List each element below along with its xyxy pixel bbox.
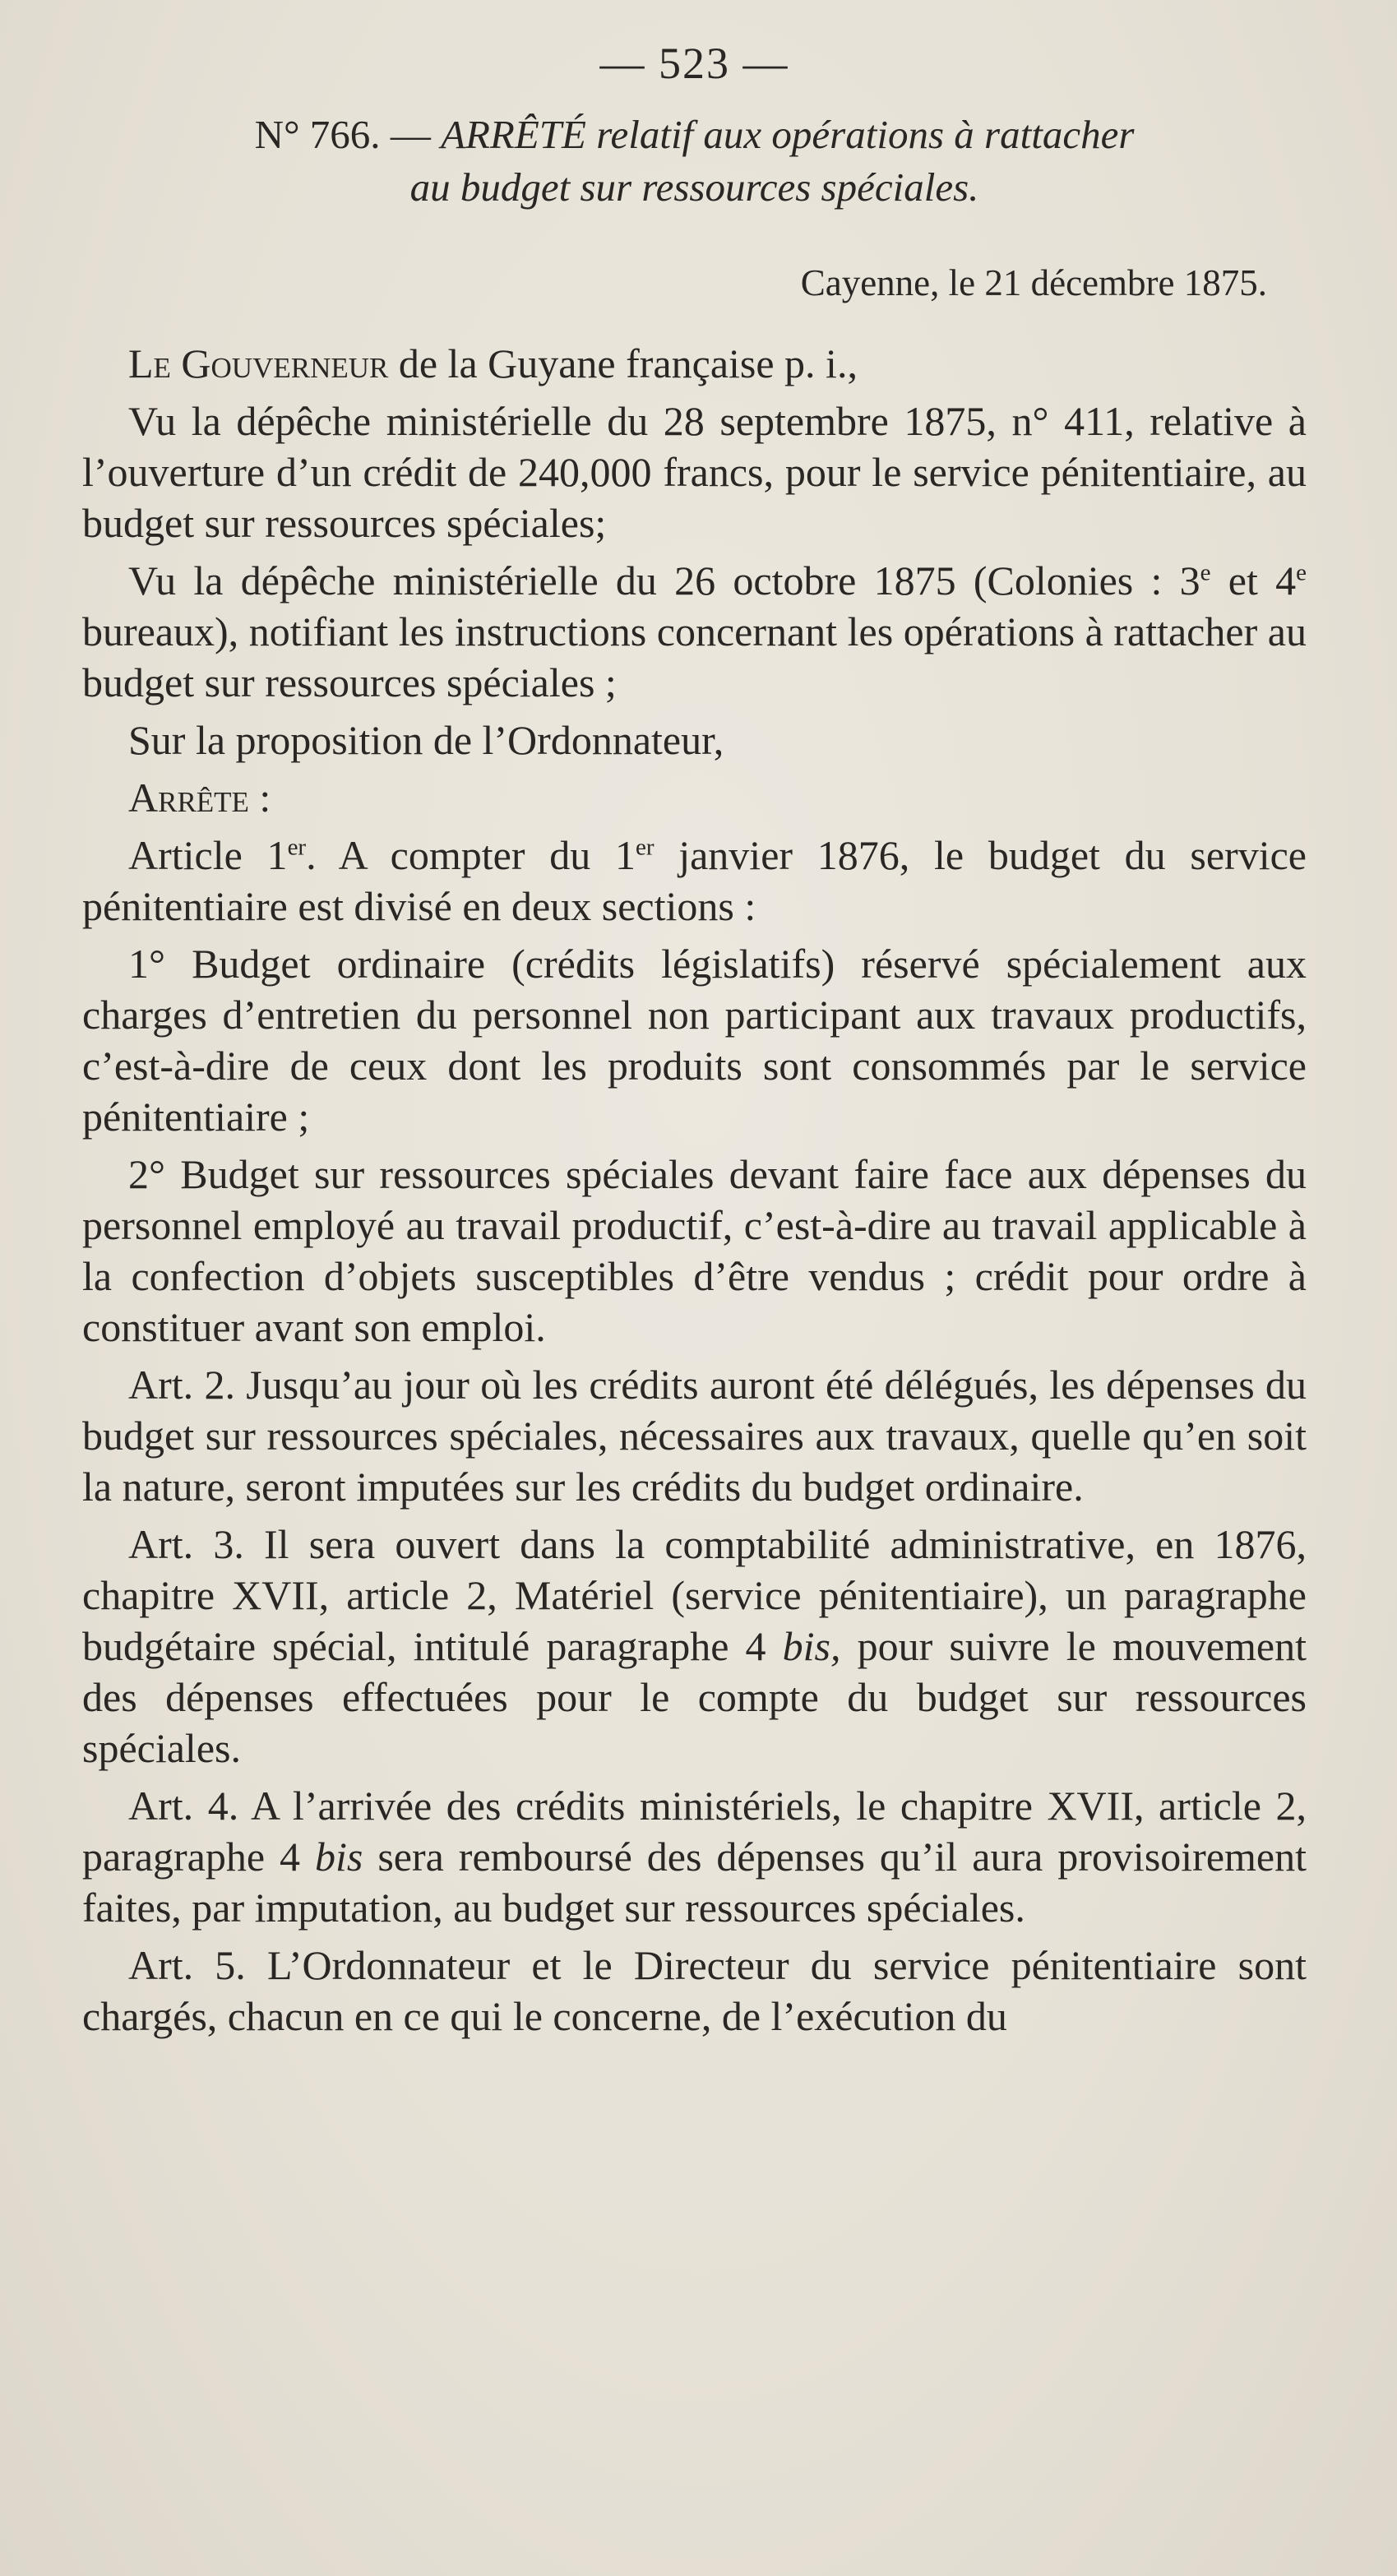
article-1 xyxy=(82,830,1307,932)
decree-number: N° 766. xyxy=(254,112,381,157)
considerant-3: Sur la proposition de l’Ordonnateur, xyxy=(128,717,724,763)
considerant-2-text-a: Vu la dépêche ministérielle du 26 octobre 1875 (Colonies : 3 xyxy=(128,557,1200,604)
article-3-italic: bis, xyxy=(782,1623,841,1669)
issuer-title: Le Gouverneur xyxy=(128,340,389,386)
article-5: Art. 5. L’Ordonnateur et le Directeur du service pénitentiaire sont chargés, chacun en ce qui le concerne, de l’exécution du xyxy=(82,1942,1307,2039)
article-4-text-a: Art. 4. A l’arrivée des crédits ministériels, le chapitre XVII, article 2, paragraphe 4 xyxy=(82,1783,1307,1880)
considerant-2-text-c: bureaux), notifiant les instructions concernant les opérations à rattacher au budget sur ressources spéciales ; xyxy=(82,608,1307,705)
article-4 xyxy=(82,1780,1307,1933)
dateline: Cayenne, le 21 décembre 1875. xyxy=(800,262,1267,303)
article-4-text-b: sera remboursé des dépenses qu’il aura provisoirement faites, par imputation, au budget sur ressources spéciales. xyxy=(82,1834,1307,1931)
article-4-italic: bis xyxy=(315,1834,363,1880)
article-2: Art. 2. Jusqu’au jour où les crédits auront été délégués, les dépenses du budget sur ressources spéciales, nécessaires aux travaux, quelle qu’en soit la nature, seront imputées sur les crédits du budget ordinaire. xyxy=(82,1362,1307,1510)
section-special-resources-budget: 2° Budget sur ressources spéciales devant faire face aux dépenses du personnel employé au travail productif, c’est-à-dire au travail applicable à la confection d’objets susceptibles d’être vendus ; crédit pour ordre à constituer avant son emploi. xyxy=(82,1151,1307,1350)
article-3-text-b: pour suivre le mouvement des dépenses effectuées pour le compte du budget sur ressources spéciales. xyxy=(82,1623,1307,1771)
decree-body xyxy=(82,338,1307,2042)
article-1-middle: . A compter du 1 xyxy=(306,832,636,878)
considerant-1: Vu la dépêche ministérielle du 28 septembre 1875, n° 411, relative à l’ouverture d’un crédit de 240,000 francs, pour le service pénitentiaire, au budget sur ressources spéciales; xyxy=(82,398,1307,546)
decree-title-line-2: au budget sur ressources spéciales. xyxy=(409,164,979,210)
section-ordinary-budget: 1° Budget ordinaire (crédits législatifs) réservé spécialement aux charges d’entretien du personnel non participant aux travaux productifs, c’est-à-dire de ceux dont les produits sont consommés par le service pénitentiaire ; xyxy=(82,941,1307,1140)
title-dash: — xyxy=(380,112,442,157)
superscript: e xyxy=(1200,559,1211,586)
decree-title xyxy=(82,109,1307,214)
decree-title-text: ARRÊTÉ relatif aux opérations à rattacher xyxy=(441,112,1135,157)
considerant-2-text-b: et 4 xyxy=(1210,557,1297,604)
opening-line xyxy=(82,338,1307,389)
article-1-prefix: Article 1 xyxy=(128,832,288,878)
superscript: er xyxy=(635,834,655,861)
arrete-label: Arrête : xyxy=(128,775,271,821)
superscript: er xyxy=(287,834,307,861)
article-3-text-a: Art. 3. Il sera ouvert dans la comptabilité administrative, en 1876, chapitre XVII, article 2, Matériel (service pénitentiaire), un paragraphe budgétaire spécial, intitulé paragraphe 4 xyxy=(82,1521,1307,1669)
decree-title-line-1 xyxy=(82,109,1307,161)
page-number: — 523 — xyxy=(599,39,789,88)
superscript: e xyxy=(1296,559,1307,586)
considerant-2 xyxy=(82,555,1307,708)
article-1-rest: janvier 1876, le budget du service pénitentiaire est divisé en deux sections : xyxy=(82,832,1307,929)
article-3 xyxy=(82,1519,1307,1774)
issuer-rest: de la Guyane française p. i., xyxy=(388,340,858,386)
